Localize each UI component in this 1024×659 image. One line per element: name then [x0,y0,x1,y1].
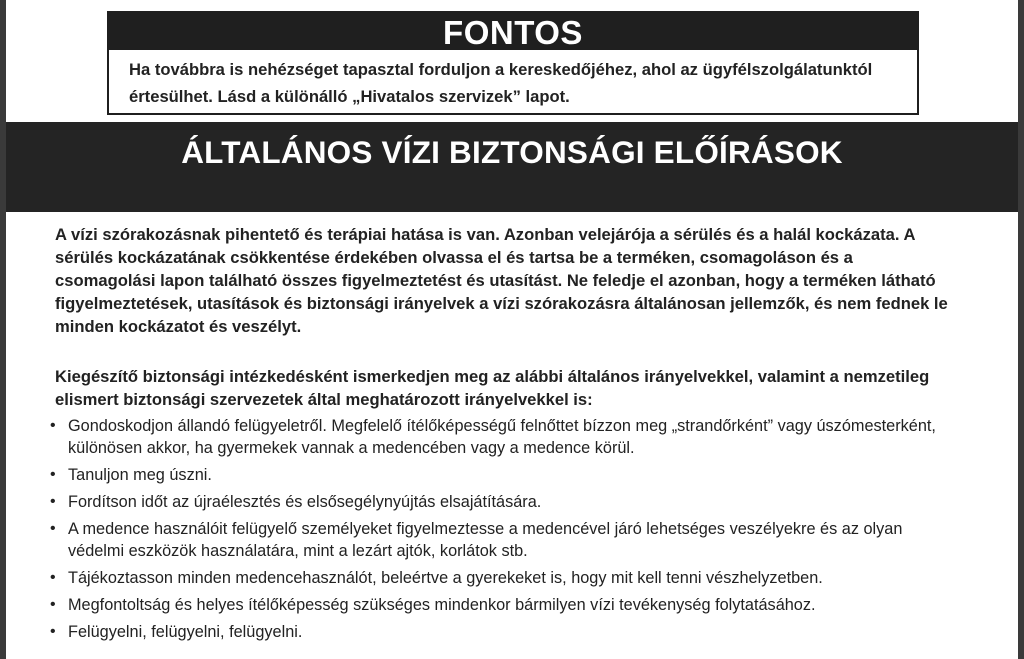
section-title: ÁLTALÁNOS VÍZI BIZTONSÁGI ELŐÍRÁSOK [181,134,843,170]
notice-title: FONTOS [109,13,917,50]
section-title-banner [6,122,1018,212]
guidelines-intro-paragraph: Kiegészítő biztonsági intézkedésként ismerkedjen meg az alábbi általános irányelvekkel, valamint a nemzetileg elismert biztonsági szervezetek által meghatározott irányelvekkel is: [55,367,930,409]
list-item: • A medence használóit felügyelő személyeket figyelmeztesse a medencével járó lehetséges veszélyekre és az olyan védelmi eszközök használatára, mint a lezárt ajtók, korlátok stb. [53,518,955,562]
important-notice-box [107,11,919,115]
page-border-right [1018,0,1024,659]
list-item: • Fordítson időt az újraélesztés és elsősegélynyújtás elsajátítására. [53,491,955,513]
intro-paragraph: A vízi szórakozásnak pihentető és terápiai hatása is van. Azonban velejárója a sérülés és a halál kockázata. A sérülés kockázatának csökkentése érdekében olvassa el és tartsa be a terméken, csomagoláson és a csomagolási lapon található összes figyelmeztetést és utasítást. Ne feledje el azonban, hogy a terméken látható figyelmeztetések, utasítások és biztonsági irányelvek a vízi szórakozásra általánosan jellemzők, és nem fednek le minden kockázatot és veszélyt. [55,225,948,336]
main-content [55,223,955,648]
list-item: • Gondoskodjon állandó felügyeletről. Megfelelő ítélőképességű felnőttet bízzon meg „strandőrként” vagy úszómesterként, különösen akkor, ha gyermekek vannak a medencében vagy a medence körül. [53,415,955,459]
notice-text: Ha továbbra is nehézséget tapasztal forduljon a kereskedőjéhez, ahol az ügyfélszolgálatunktól értesülhet. Lásd a különálló „Hivatalos szervizek” lapot. [129,60,873,106]
list-item: • Megfontoltság és helyes ítélőképesség szükséges mindenkor bármilyen vízi tevékenység folytatásához. [53,594,955,616]
page-border-left [0,0,6,659]
list-item: • Tájékoztasson minden medencehasználót, beleértve a gyerekeket is, hogy mit kell tenni vészhelyzetben. [53,567,955,589]
list-item: • Felügyelni, felügyelni, felügyelni. [53,621,955,643]
list-item: • Tanuljon meg úszni. [53,464,955,486]
safety-rules-list [55,415,955,643]
